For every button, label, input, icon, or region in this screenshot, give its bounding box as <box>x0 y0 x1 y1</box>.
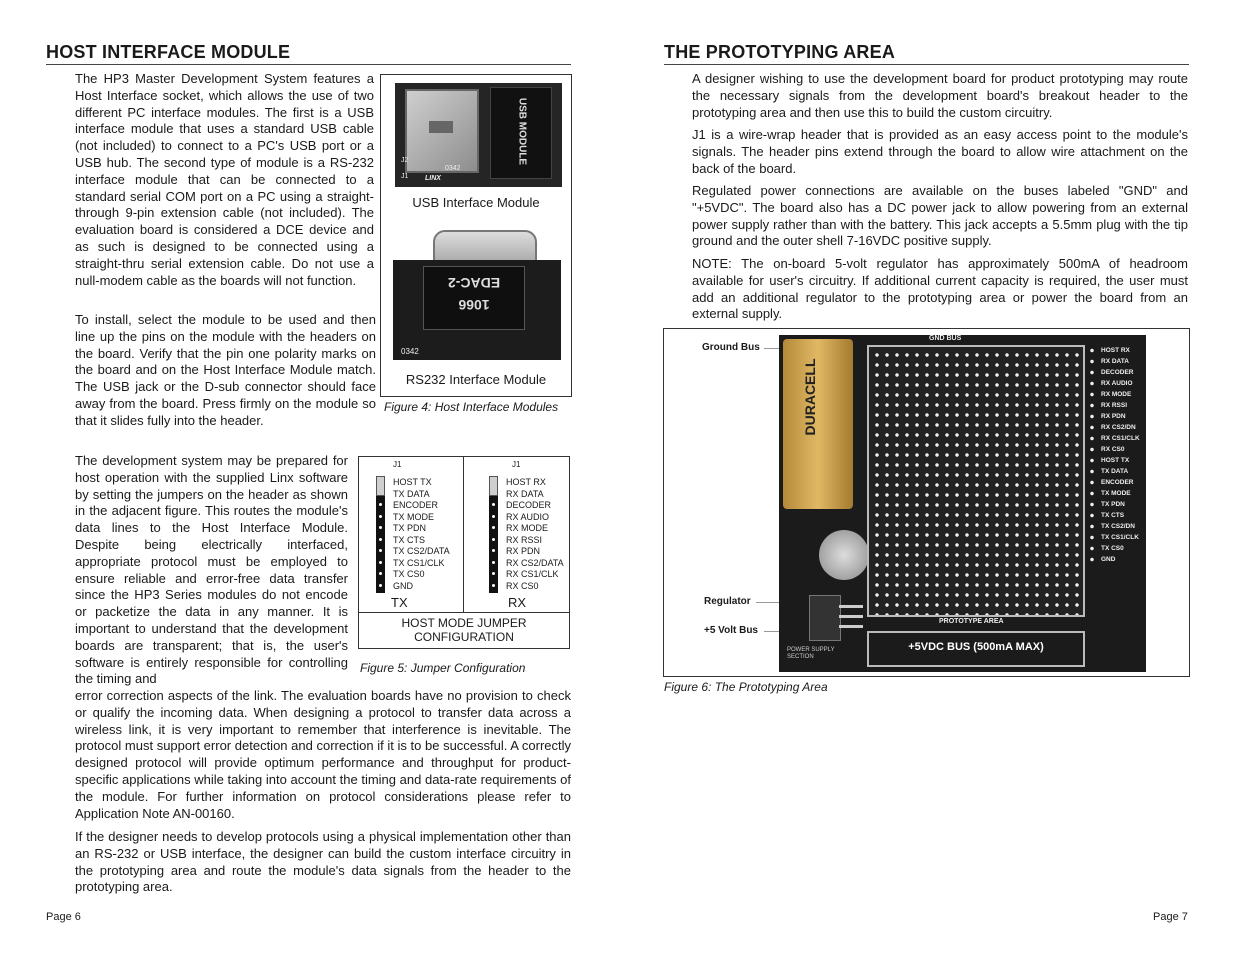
prototype-area-silk: PROTOTYPE AREA <box>939 618 1004 625</box>
header-pin-label: RX PDN <box>1101 413 1126 420</box>
header-pin-dot <box>379 584 382 587</box>
tx-pin: TX DATA <box>393 488 430 499</box>
rx-header-strip <box>489 476 498 593</box>
figure-5-frame <box>358 456 570 649</box>
left-para-4: If the designer needs to develop protocols using a physical implementation other than an RS-232 or USB interface, the designer can build the custom interface circuitry in the prototyping area and route the module's data signals from the header to the prototyping area. <box>75 829 571 895</box>
left-para-3b: error correction aspects of the link. The evaluation boards have no provision to check or qualify the incoming data. When designing a protocol to transfer data across a wireless link, it is very important to remember that interference is inevitable. The protocol must support error detection and correction if it is to be successful. A correctly designed protocol will provide optimum performance and throughput for product-specific applications while taking into account the timing and data-rate requirements of the module. For further information on protocol considerations please refer to Application Note AN-00160. <box>75 688 571 821</box>
header-pin-label: DECODER <box>1101 369 1134 376</box>
header-pin-dot <box>492 561 495 564</box>
header-pin-dot <box>379 526 382 529</box>
rs232-module-label: RS232 Interface Module <box>405 372 547 387</box>
header-pin-label: RX MODE <box>1101 391 1132 398</box>
header-pin-label: TX CS2/DN <box>1101 523 1135 530</box>
tx-header-strip <box>376 476 385 593</box>
battery-image <box>783 339 853 509</box>
usb-brand-silk: LINX <box>425 175 441 182</box>
right-heading: THE PROTOTYPING AREA <box>664 42 896 62</box>
header-pin-label: RX DATA <box>1101 358 1129 365</box>
rx-pin: RX PDN <box>506 546 541 556</box>
figure-6-caption: Figure 6: The Prototyping Area <box>664 680 828 694</box>
five-volt-bus-silk: +5VDC BUS (500mA MAX) <box>908 641 1044 653</box>
figure-5-title <box>359 616 569 644</box>
rs232-module-photo <box>393 230 561 365</box>
rx-pin: RX CS1/CLK <box>506 569 559 579</box>
rs232-date-silk: 0342 <box>401 347 419 356</box>
prototype-board-photo <box>779 335 1146 672</box>
left-para-2: To install, select the module to be used and then line up the pins on the module with the headers on the board. Verify that the pin one polarity marks on the board and on the Host Interface Module match. The USB jack or the D-sub connector should face away from the board. Press firmly on the module so that it slides fully into the header. <box>75 312 376 428</box>
usb-module-photo <box>395 83 562 187</box>
header-pin-label: TX PDN <box>1101 501 1125 508</box>
rx-pin: RX RSSI <box>506 534 543 545</box>
header-pin-dot <box>379 572 382 575</box>
header-pin-dot <box>492 526 495 529</box>
right-para-1: A designer wishing to use the development board for product prototyping may route the necessary signals from the development board's breakout header to the prototyping area and then use this to build the custom circuitry. <box>692 71 1188 120</box>
header-pin-dot <box>492 503 495 506</box>
j1-header-labels <box>1101 345 1140 565</box>
header-pin-label: TX CS1/CLK <box>1101 534 1139 541</box>
rs232-chip-image <box>423 266 525 330</box>
header-pin-label: TX CTS <box>1101 512 1125 519</box>
right-page-number: Page 7 <box>1153 911 1188 923</box>
ground-bus-label: Ground Bus <box>702 342 760 353</box>
figure-5-title-line-1: HOST MODE JUMPER <box>401 616 527 630</box>
rx-j1-label: J1 <box>512 460 521 469</box>
header-pin-dot <box>492 584 495 587</box>
figure-5-caption: Figure 5: Jumper Configuration <box>360 661 526 675</box>
rs232-chip-text-2: 1066 <box>458 297 490 313</box>
header-pin-label: HOST TX <box>1101 457 1130 464</box>
usb-chip-text: USB MODULE <box>516 97 528 166</box>
header-pin-dot <box>379 549 382 552</box>
rx-label: RX <box>508 595 527 610</box>
regulator-image <box>809 595 841 641</box>
left-heading-rule <box>46 64 571 65</box>
right-para-4: NOTE: The on-board 5-volt regulator has approximately 500mA of headroom available for user's circuitry. If additional current capacity is required, the user must add an additional regulator to the prototyping area or power the board from an external supply. <box>692 256 1188 322</box>
rx-pin: RX AUDIO <box>506 511 550 522</box>
header-pin-dot <box>492 515 495 518</box>
tx-pin: GND <box>393 580 413 591</box>
left-heading: HOST INTERFACE MODULE <box>46 42 291 62</box>
header-pin-dot <box>379 503 382 506</box>
header-pin-label: ENCODER <box>1101 479 1134 486</box>
five-volt-bus-label: +5 Volt Bus <box>704 625 758 636</box>
rx-jumper <box>489 476 498 496</box>
header-pin-dot <box>379 561 382 564</box>
tx-label: TX <box>391 595 408 610</box>
gnd-bus-silk: GND BUS <box>929 335 962 342</box>
right-para-3: Regulated power connections are available on the buses labeled "GND" and "+5VDC". The board also has a DC power jack to allow powering from an external power supply rather than with the battery. This jack accepts a 5.5mm plug with the tip ground and the outer shell 7-16VDC positive supply. <box>692 183 1188 249</box>
j1-header-pins <box>1087 345 1099 565</box>
battery-silk: DURACELL <box>802 358 818 436</box>
header-pin-dot <box>379 515 382 518</box>
usb-module-label: USB Interface Module <box>412 195 540 210</box>
left-para-1: The HP3 Master Development System features a Host Interface socket, which allows the use of two different PC interface modules. The first is a USB interface module that uses a standard USB cable (not included) to connect to a PC's USB port or a USB hub. The second type of module is a RS-232 interface module that can be connected to a standard serial COM port on a PC using a straight-through 9-pin extension cable (not included). The evaluation board is considered a DCE device and as such is designed to be connected using a straight-thru serial extension cable. Do not use a null-modem cable as the boards will not function. <box>75 71 374 288</box>
tx-pin: TX CS0 <box>393 569 425 579</box>
figure-6-frame <box>663 328 1190 677</box>
usb-j2-silk: J2 <box>401 157 409 164</box>
tx-pin: HOST TX <box>393 477 432 487</box>
header-pin-dot <box>492 549 495 552</box>
regulator-label: Regulator <box>704 596 751 607</box>
header-pin-label: HOST RX <box>1101 347 1130 354</box>
usb-j1-silk: J1 <box>401 173 409 180</box>
five-volt-bus-strip <box>867 631 1085 667</box>
usb-date-silk: 0342 <box>445 165 461 172</box>
figure-4-caption: Figure 4: Host Interface Modules <box>384 400 559 414</box>
prototype-grid <box>867 345 1085 617</box>
left-page-number: Page 6 <box>46 911 81 923</box>
header-pin-label: RX CS2/DN <box>1101 424 1136 431</box>
header-pin-label: TX MODE <box>1101 490 1131 497</box>
capacitor-image <box>819 530 869 580</box>
header-pin-dot <box>379 538 382 541</box>
header-pin-label: RX CS0 <box>1101 446 1125 453</box>
rx-pin: RX DATA <box>506 488 544 499</box>
right-heading-rule <box>664 64 1189 65</box>
tx-pin: TX PDN <box>393 523 427 533</box>
right-para-2: J1 is a wire-wrap header that is provided as an easy access point to the module's signals. The header pins extend through the board to allow wire attachment on the back of the board. <box>692 127 1188 176</box>
header-pin-label: RX AUDIO <box>1101 380 1133 387</box>
header-pin-label: RX RSSI <box>1101 402 1128 409</box>
left-para-3: The development system may be prepared for host operation with the supplied Linx software by setting the jumpers on the header as shown in the adjacent figure. This routes the module's data lines to the Host Interface Module. Despite being electrically interfaced, appropriate protocol must be employed to ensure reliable and error-free data transfer since the HP3 Series modules do not encode or packetize the data in any manner. It is important to understand that the development boards are transparent; that is, the user's software is entirely responsible for controlling the timing and <box>75 453 348 687</box>
figure-5-title-line-2: CONFIGURATION <box>414 630 514 644</box>
rx-pin-list <box>506 477 564 592</box>
tx-pin: ENCODER <box>393 500 439 510</box>
usb-chip-image <box>490 87 552 179</box>
rx-pin: RX CS2/DATA <box>506 557 564 568</box>
power-supply-silk: POWER SUPPLY SECTION <box>787 647 835 660</box>
header-pin-label: GND <box>1101 556 1116 563</box>
tx-pin: TX CTS <box>393 534 426 545</box>
tx-jumper <box>376 476 385 496</box>
rx-pin: HOST RX <box>506 477 546 487</box>
rx-pin: DECODER <box>506 500 552 510</box>
tx-j1-label: J1 <box>393 460 402 469</box>
tx-pin: TX CS2/DATA <box>393 546 450 556</box>
figure-4-frame <box>380 74 572 397</box>
tx-pin: TX MODE <box>393 511 435 522</box>
usb-jack-image <box>405 89 479 173</box>
header-pin-label: RX CS1/CLK <box>1101 435 1140 442</box>
tx-pin: TX CS1/CLK <box>393 557 445 568</box>
header-pin-dot <box>492 572 495 575</box>
header-pin-label: TX CS0 <box>1101 545 1124 552</box>
header-pin-label: TX DATA <box>1101 468 1129 475</box>
rs232-chip-text-1: EDAC-2 <box>447 275 501 291</box>
rx-pin: RX CS0 <box>506 580 539 591</box>
tx-pin-list <box>393 477 450 592</box>
rx-pin: RX MODE <box>506 523 549 533</box>
header-pin-dot <box>492 538 495 541</box>
rs232-board-image <box>393 260 561 360</box>
